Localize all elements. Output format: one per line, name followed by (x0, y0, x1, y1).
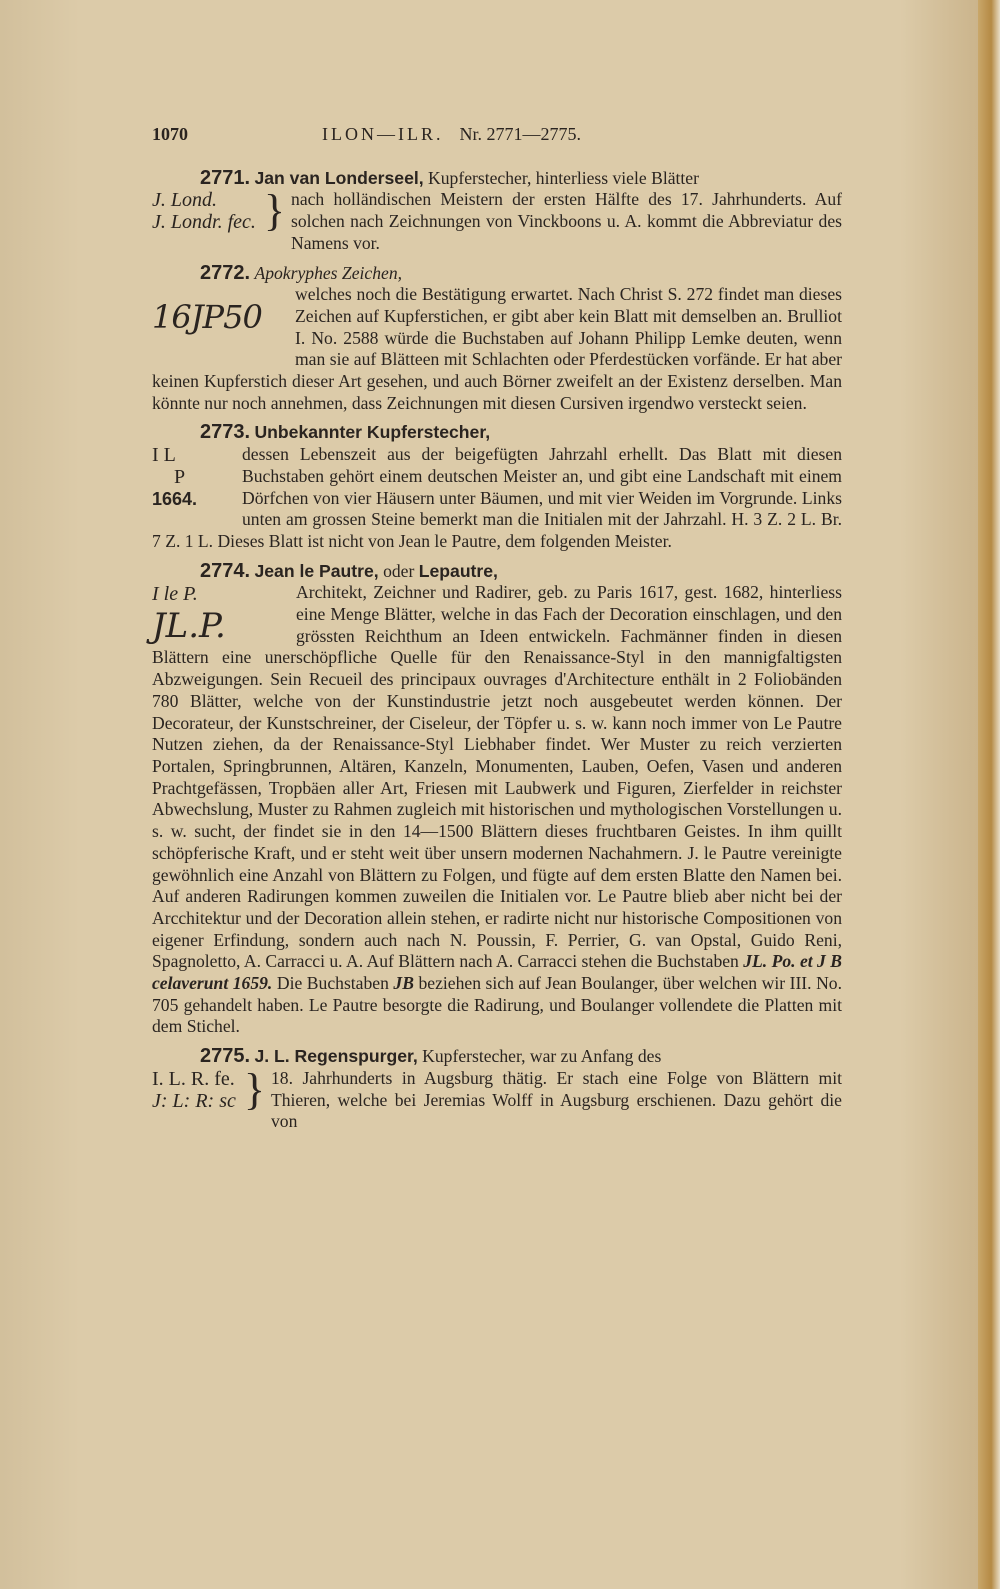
monogram-block (152, 1064, 842, 1133)
entry-number: 2772. (200, 261, 251, 284)
monogram-block (152, 582, 290, 646)
brace: } (263, 186, 286, 236)
entry-title: Apokryphes Zeichen, (254, 262, 403, 283)
page-edge (978, 0, 1000, 1589)
entry-text: welches noch die Bestätigung erwartet. Nach Christ S. 272 findet man dieses Zeichen auf Kupferstichen, er gibt aber kein Blatt mit demselben an. Brulliot I. No. 2588 würde die Buchstaben auf Johann Philipp Lemke deuten, wenn man sie auf Blätteen mit Schlachten oder Pferdestücken vorfände. Er hat aber keinen Kupferstich dieser Art gesehen, und auch Börner zweifelt an der Existenz derselben. Man könnte nur noch annehmen, dass Zeichnungen mit diesen Cursiven irgendwo versteckt seien. (152, 284, 842, 413)
brace: } (243, 1064, 265, 1114)
monogram-list (152, 1068, 242, 1133)
monogram-script: 16JP50 (152, 298, 262, 337)
entry-number: 2773. (200, 421, 251, 444)
running-head: ILON—ILR. (322, 124, 444, 144)
entry-text-end: beziehen sich auf Jean Boulanger, über welchen wir III. No. 705 gehandelt haben. Le Pautre besorgte die Radirung, und Boulanger vollendete die Platten mit dem Stichel. (152, 973, 842, 1037)
monogram: J. Londr. fec. (152, 211, 256, 234)
entry-text: 18. Jahrhunderts in Augsburg thätig. Er stach eine Folge von Blättern mit Thieren, welche bei Jeremias Wolff in Augsburg erschienen. Dazu gehört die von (270, 1067, 842, 1132)
entry-number: 2774. (200, 559, 251, 582)
monogram: I. L. R. fe. (152, 1067, 235, 1090)
page-content (152, 124, 842, 1141)
entry-2771 (152, 168, 842, 255)
monogram-block (152, 444, 236, 510)
entry-2774 (152, 561, 842, 1038)
artist-name: Jan van Londerseel, (254, 167, 424, 188)
entry-intro: Kupferstecher, war zu Anfang des (422, 1046, 662, 1067)
entry-range: Nr. 2771—2775. (459, 124, 581, 144)
initials: JB (393, 973, 414, 994)
entry-number: 2771. (200, 166, 251, 189)
monogram-list (152, 189, 262, 254)
entry-2775 (152, 1046, 842, 1133)
signature: JL. Po. et J B celaverunt 1659. (152, 951, 842, 994)
conjunction: oder (383, 560, 415, 581)
monogram: I le P. (152, 583, 198, 606)
monogram: J: L: R: sc (152, 1089, 236, 1112)
entry-2773 (152, 422, 842, 552)
artist-name-alt: Lepautre, (418, 560, 498, 581)
entry-text-cont: Die Buchstaben (276, 973, 389, 994)
monogram: P (174, 466, 186, 489)
monogram: I L (152, 444, 176, 467)
page-number: 1070 (152, 124, 188, 144)
entry-number: 2775. (200, 1045, 251, 1068)
running-header (152, 124, 842, 146)
monogram: J. Lond. (152, 189, 217, 212)
entry-text-main: Architekt, Zeichner und Radirer, geb. zu Paris 1617, gest. 1682, hinterliess eine Menge Blätter, welche in das Fach der Decoration einschlagen, und den grössten Reichthum an Ideen entwickeln. Fachmänner finden in diesen Blättern eine unerschöpfliche Quelle für den Renaissance-Styl in den mannigfaltigsten Abzweigungen. Sein Recueil des principaux ouvrages d'Architecture enthält in 2 Foliobänden 780 Blätter, welche von der Kunstindustrie jetzt noch ausgebeutet werden können. Der Decorateur, der Kunstschreiner, der Ciseleur, der Töpfer u. s. w. kann noch immer von Le Pautre Nutzen ziehen, da der Renaissance-Styl Liebhaber findet. Wer Muster zu reich verzierten Portalen, Springbrunnen, Altären, Kanzeln, Monumenten, Lauben, Oefen, Vasen und anderen Prachtgefässen, Tropbäen aller Art, Friesen mit Laubwerk und Figuren, Zierfelder in reichster Abwechslung, Muster zu Rahmen zugleich mit historischen und mythologischen Vorstellungen u. s. w. sucht, der findet sie in den 14—1500 Blättern dieses fruchtbaren Geistes. In ihm quillt schöpferische Kraft, und er steht weit über unsern modernen Nachahmern. J. le Pautre vereinigte gewöhnlich eine Anzahl von Blättern zu Folgen, und fügte auf dem ersten Blatte den Namen bei. Auf anderen Radirungen kommen zuweilen die Initialen vor. Le Pautre blieb aber nicht bei der Arcchitektur und der Decoration allein stehen, er radirte nicht nur historische Compositionen von eigener Erfindung, sondern auch nach N. Poussin, F. Perrier, G. van Opstal, Guido Reni, Spagnoletto, A. Carracci u. A. Auf Blättern nach A. Carracci stehen die Buchstaben (152, 582, 842, 972)
artist-name: Jean le Pautre, (254, 560, 379, 581)
monogram-script: JL.P. (152, 606, 226, 647)
artist-name: Unbekannter Kupferstecher, (254, 422, 491, 443)
monogram-year: 1664. (152, 489, 198, 510)
artist-name: J. L. Regenspurger, (254, 1046, 418, 1067)
entry-intro: Kupferstecher, hinterliess viele Blätter (428, 167, 699, 188)
entry-text (152, 582, 842, 1038)
monogram-block (152, 186, 842, 254)
entry-2772 (152, 263, 842, 415)
entry-text: dessen Lebenszeit aus der beigefügten Jahrzahl erhellt. Das Blatt mit diesen Buchstaben gehört einem deutschen Meister an, und gibt eine Landschaft mit einem Dörfchen von vier Häusern unter Bäumen, und mit vier Weiden im Vorgrunde. Links unten am grossen Steine bemerkt man die Initialen mit der Jahrzahl. H. 3 Z. 2 L. Br. 7 Z. 1 L. Dieses Blatt ist nicht von Jean le Pautre, dem folgenden Meister. (152, 444, 842, 551)
entry-text: nach holländischen Meistern der ersten Hälfte des 17. Jahrhunderts. Auf solchen nach Zeichnungen von Vinckboons u. A. kommt die Abbreviatur des Namens vor. (291, 189, 842, 253)
